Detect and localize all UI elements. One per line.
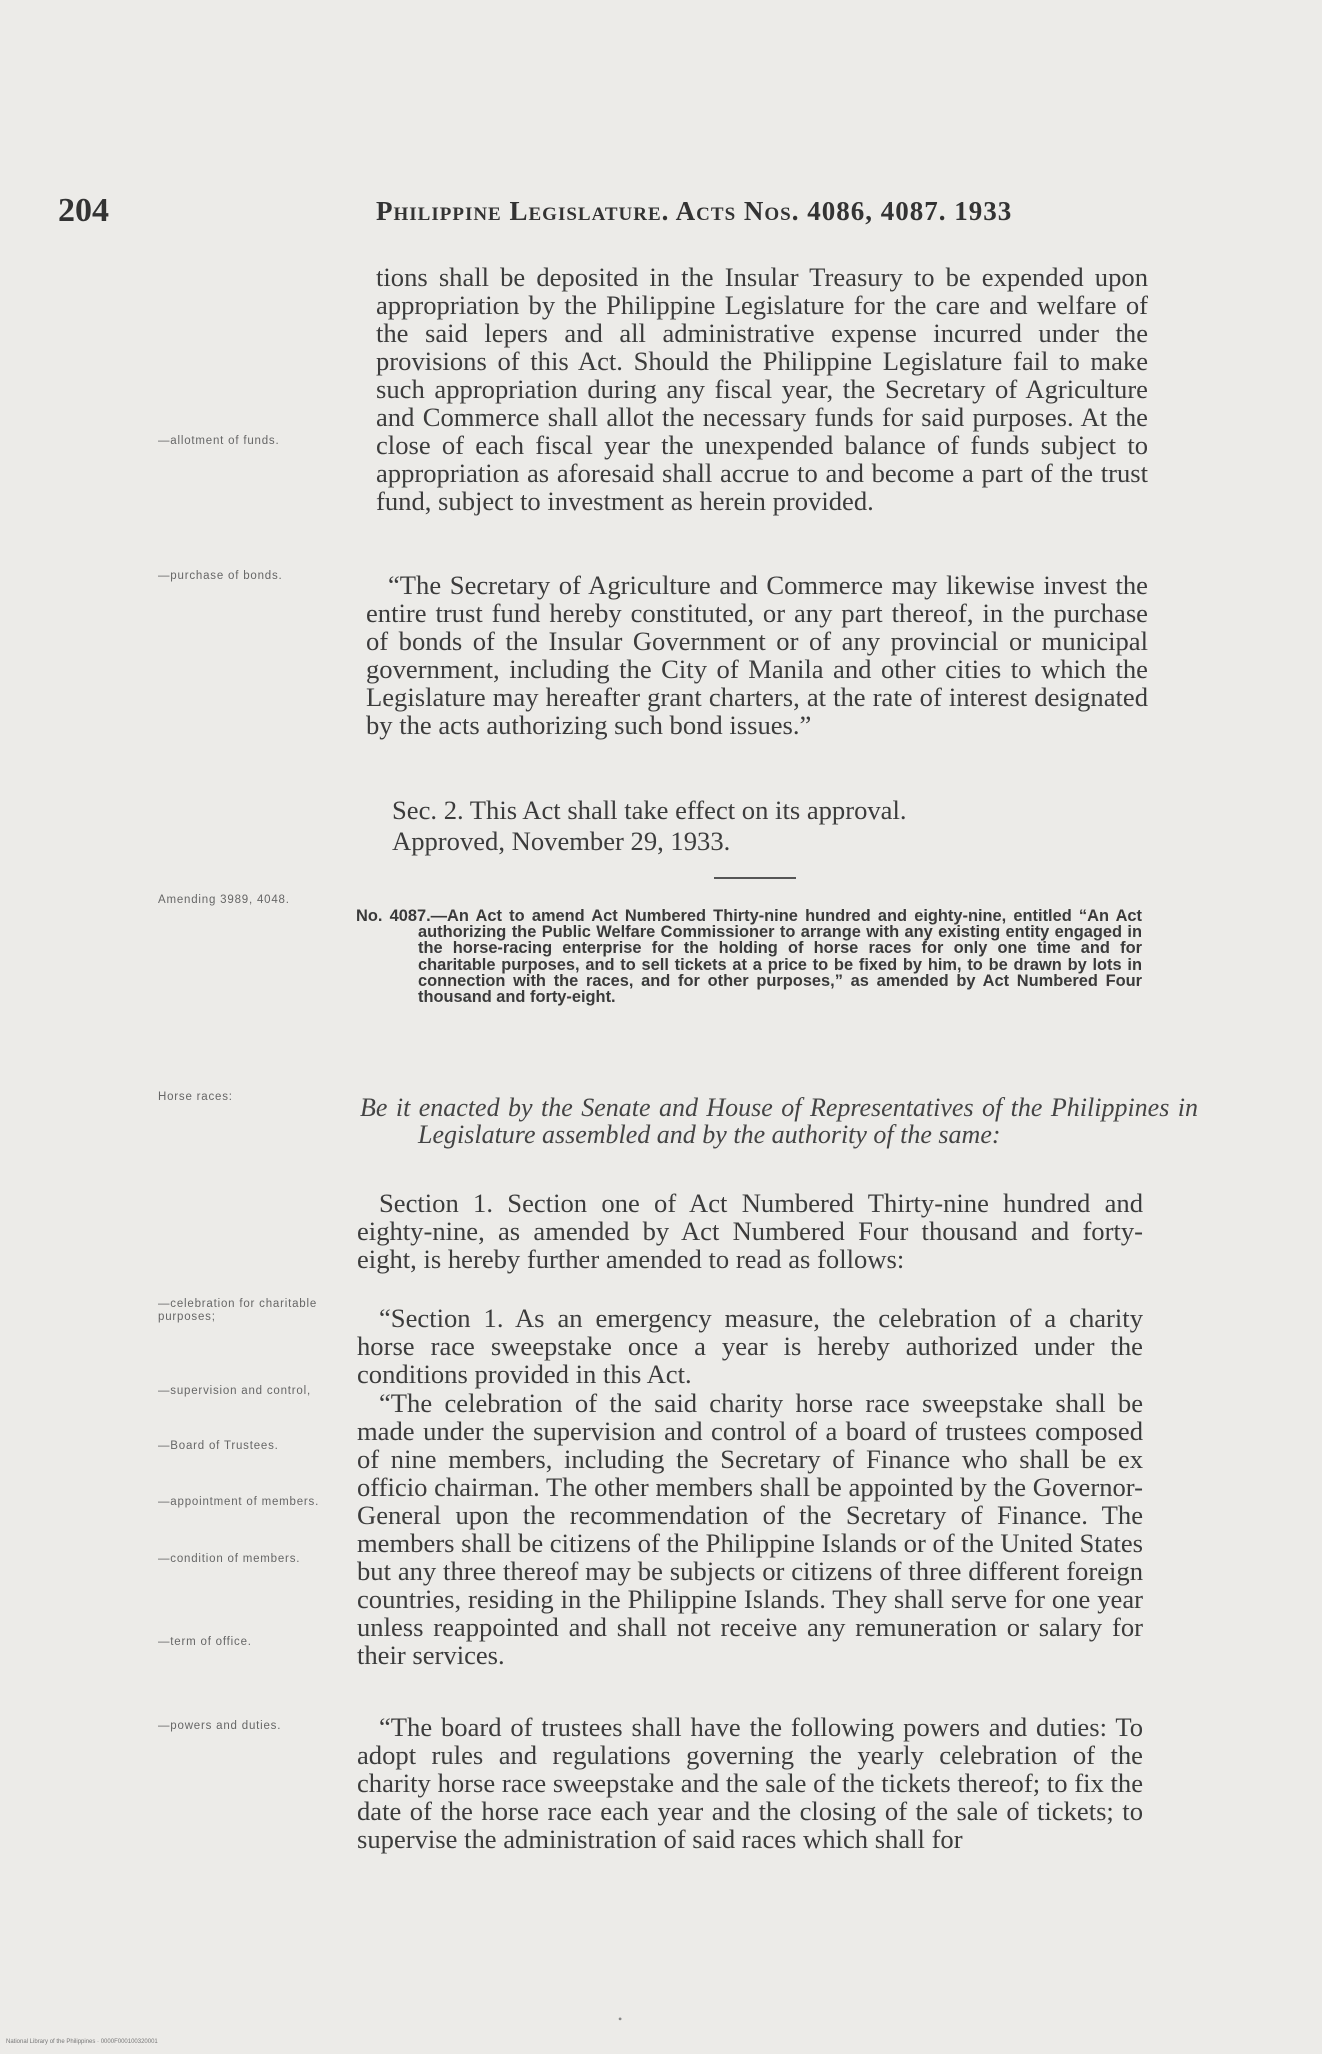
act-heading [356,908,1142,1005]
margin-note-allotment: —allotment of funds. [158,435,280,447]
margin-note-appointment: —appointment of members. [158,1496,320,1508]
margin-note-purchase: —purchase of bonds. [158,570,283,582]
enacting-clause: Be it enacted by the Senate and House of Representatives of the Philippines in Legislature assembled and by the authority of the same: [360,1093,1198,1149]
margin-note-amending: Amending 3989, 4048. [158,894,290,906]
margin-note-celebration: —celebration for charitable purposes; [158,1298,318,1323]
section-1-quoted: “Section 1. As an emergency measure, the celebration of a charity horse race sweepstake once a year is hereby authorized under the conditions provided in this Act. [357,1303,1143,1389]
section-2: Sec. 2. This Act shall take effect on its approval. [392,795,907,825]
page-number: 204 [58,192,109,229]
continuation-paragraph: tions shall be deposited in the Insular Treasury to be expended upon appropriation by the Philippine Legislature for the care and welfare of the said lepers and all administrative expense incurred under the provisions of this Act. Should the Philippine Legislature fail to make such appropriation during any fiscal year, the Secretary of Agriculture and Commerce shall allot the necessary funds for said purposes. At the close of each fiscal year the unexpended balance of funds subject to appropriation as aforesaid shall accrue to and become a part of the trust fund, subject to investment as herein provided. [376,262,1148,516]
section-divider [714,877,796,879]
act-heading-text: No. 4087.—An Act to amend Act Numbered Thirty-nine hundred and eighty-nine, entitled “An Act authorizing the Public Welfare Commissioner to arrange with any existing entity engaged in the horse-racing enterprise for the holding of horse races for only one time and for charitable purposes, and to sell tickets at a price to be fixed by him, to be drawn by lots in connection with the races, and for other purposes,” as amended by Act Numbered Four thousand and forty-eight. [356,907,1142,1007]
library-stamp: National Library of the Philippines · 0000F000100320001 [6,2039,158,2045]
section-1: Section 1. Section one of Act Numbered Thirty-nine hundred and eighty-nine, as amended by Act Numbered Four thousand and forty-eight, is hereby further amended to read as follows: [357,1188,1143,1274]
margin-note-horse-races: Horse races: [158,1091,233,1103]
board-of-trustees-paragraph: “The celebration of the said charity horse race sweepstake shall be made under the supervision and control of a board of trustees composed of nine members, including the Secretary of Finance who shall be ex officio chairman. The other members shall be appointed by the Governor-General upon the recommendation of the Secretary of Finance. The members shall be citizens of the Philippine Islands or of the United States but any three thereof may be subjects or citizens of three different foreign countries, residing in the Philippine Islands. They shall serve for one year unless reappointed and shall not receive any remuneration or salary for their services. [357,1388,1143,1670]
running-title: Philippine Legislature. Acts Nos. 4086, 4087. 1933 [376,196,1013,226]
approval-date: Approved, November 29, 1933. [392,826,731,856]
page-speck: • [618,2012,623,2026]
margin-note-powers: —powers and duties. [158,1720,282,1732]
margin-note-board: —Board of Trustees. [158,1440,279,1452]
purchase-of-bonds-paragraph: “The Secretary of Agriculture and Commerce may likewise invest the entire trust fund hereby constituted, or any part thereof, in the purchase of bonds of the Insular Government or of any provincial or municipal government, including the City of Manila and other cities to which the Legislature may hereafter grant charters, at the rate of interest designated by the acts authorizing such bond issues.” [366,570,1148,740]
powers-and-duties-paragraph: “The board of trustees shall have the following powers and duties: To adopt rules and regulations governing the yearly celebration of the charity horse race sweepstake and the sale of the tickets thereof; to fix the date of the horse race each year and the closing of the sale of tickets; to supervise the administration of said races which shall for [357,1712,1143,1854]
margin-note-supervision: —supervision and control, [158,1385,311,1397]
margin-note-condition: —condition of members. [158,1553,301,1565]
margin-note-term: —term of office. [158,1636,252,1648]
page-header [50,186,1135,236]
